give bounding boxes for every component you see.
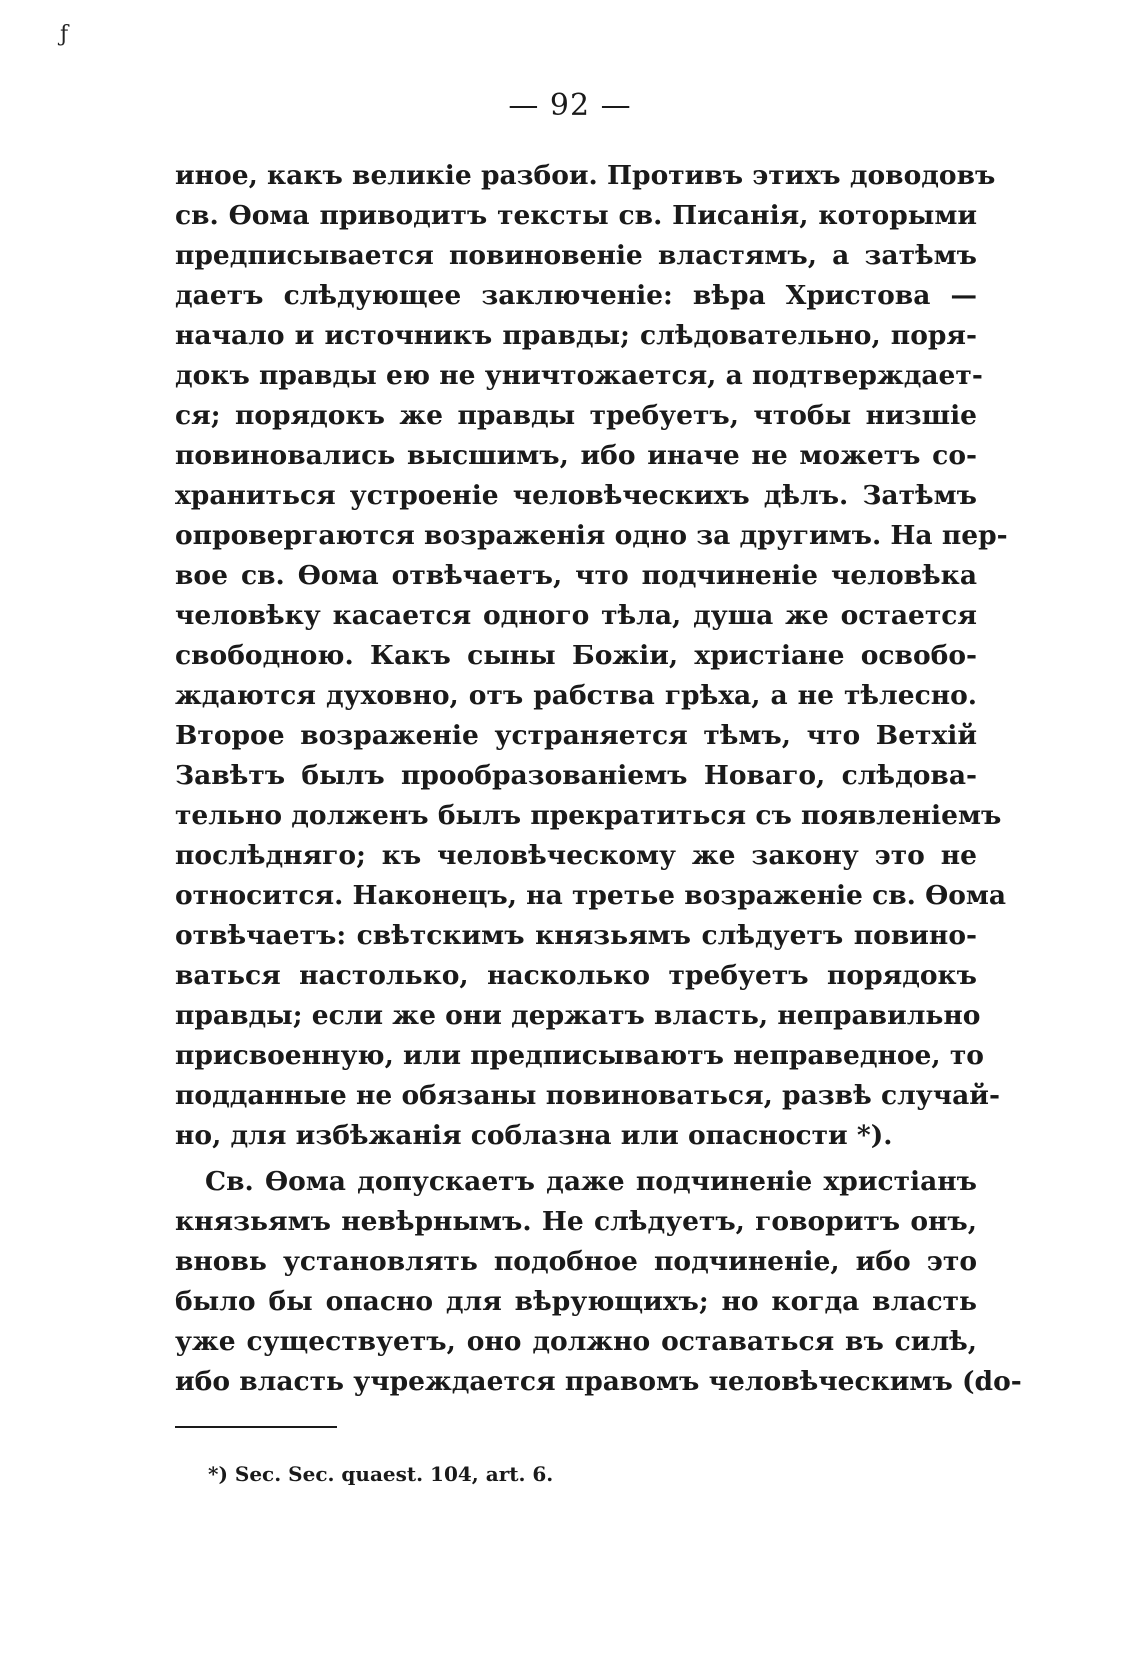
- text-line: человѣку касается одного тѣла, душа же остается: [175, 600, 977, 631]
- text-line: относится. Наконецъ, на третье возраженіе св. Ѳома: [175, 880, 1007, 911]
- text-line: св. Ѳома приводитъ тексты св. Писанія, которыми: [175, 200, 977, 231]
- text-line: правды; если же они держатъ власть, неправильно: [175, 1000, 981, 1031]
- page-number: — 92 —: [508, 88, 632, 123]
- text-line: Второе возраженіе устраняется тѣмъ, что Ветхій: [175, 720, 977, 751]
- footnote: *) Sec. Sec. quaest. 104, art. 6.: [208, 1462, 554, 1486]
- paragraph: [175, 1162, 1022, 1402]
- text-line: даетъ слѣдующее заключеніе: вѣра Христова —: [175, 280, 977, 311]
- text-line: подданные не обязаны повиноваться, развѣ случай-: [175, 1080, 1000, 1111]
- text-line: предписывается повиновеніе властямъ, а затѣмъ: [175, 240, 977, 271]
- paragraph: [175, 156, 1008, 1156]
- text-line: иное, какъ великіе разбои. Противъ этихъ доводовъ: [175, 160, 996, 191]
- text-line: ся; порядокъ же правды требуетъ, чтобы низшіе: [175, 400, 977, 431]
- text-line: начало и источникъ правды; слѣдовательно, поря-: [175, 320, 977, 351]
- text-line: Завѣтъ былъ прообразованіемъ Новаго, слѣдова-: [175, 760, 977, 791]
- text-line: ибо власть учреждается правомъ человѣческимъ (do-: [175, 1366, 1022, 1397]
- text-line: ваться настолько, насколько требуетъ порядокъ: [175, 960, 977, 991]
- text-line: опровергаются возраженія одно за другимъ. На пер-: [175, 520, 1008, 551]
- text-line: присвоенную, или предписываютъ неправедное, то: [175, 1040, 984, 1071]
- body-text: [175, 156, 1022, 1402]
- stray-ink-mark: ƒ: [60, 22, 69, 47]
- text-line: повиновались высшимъ, ибо иначе не можетъ со-: [175, 440, 977, 471]
- text-line: свободною. Какъ сыны Божіи, христіане освобо-: [175, 640, 977, 671]
- text-line: но, для избѣжанія соблазна или опасности *).: [175, 1120, 893, 1151]
- text-line: вое св. Ѳома отвѣчаетъ, что подчиненіе человѣка: [175, 560, 977, 591]
- text-line: вновь установлять подобное подчиненіе, ибо это: [175, 1246, 977, 1277]
- text-line: докъ правды ею не уничтожается, а подтверждает-: [175, 360, 983, 391]
- text-line: храниться устроеніе человѣческихъ дѣлъ. Затѣмъ: [175, 480, 977, 511]
- footnote-divider: [175, 1426, 337, 1428]
- text-line: отвѣчаетъ: свѣтскимъ князьямъ слѣдуетъ повино-: [175, 920, 977, 951]
- text-line: ждаются духовно, отъ рабства грѣха, а не тѣлесно.: [175, 680, 977, 711]
- text-line: Св. Ѳома допускаетъ даже подчиненіе христіанъ: [205, 1166, 977, 1197]
- text-line: уже существуетъ, оно должно оставаться въ силѣ,: [175, 1326, 977, 1357]
- text-line: князьямъ невѣрнымъ. Не слѣдуетъ, говоритъ онъ,: [175, 1206, 977, 1237]
- text-line: послѣдняго; къ человѣческому же закону это не: [175, 840, 977, 871]
- text-line: было бы опасно для вѣрующихъ; но когда власть: [175, 1286, 977, 1317]
- text-line: тельно долженъ былъ прекратиться съ появленіемъ: [175, 800, 1002, 831]
